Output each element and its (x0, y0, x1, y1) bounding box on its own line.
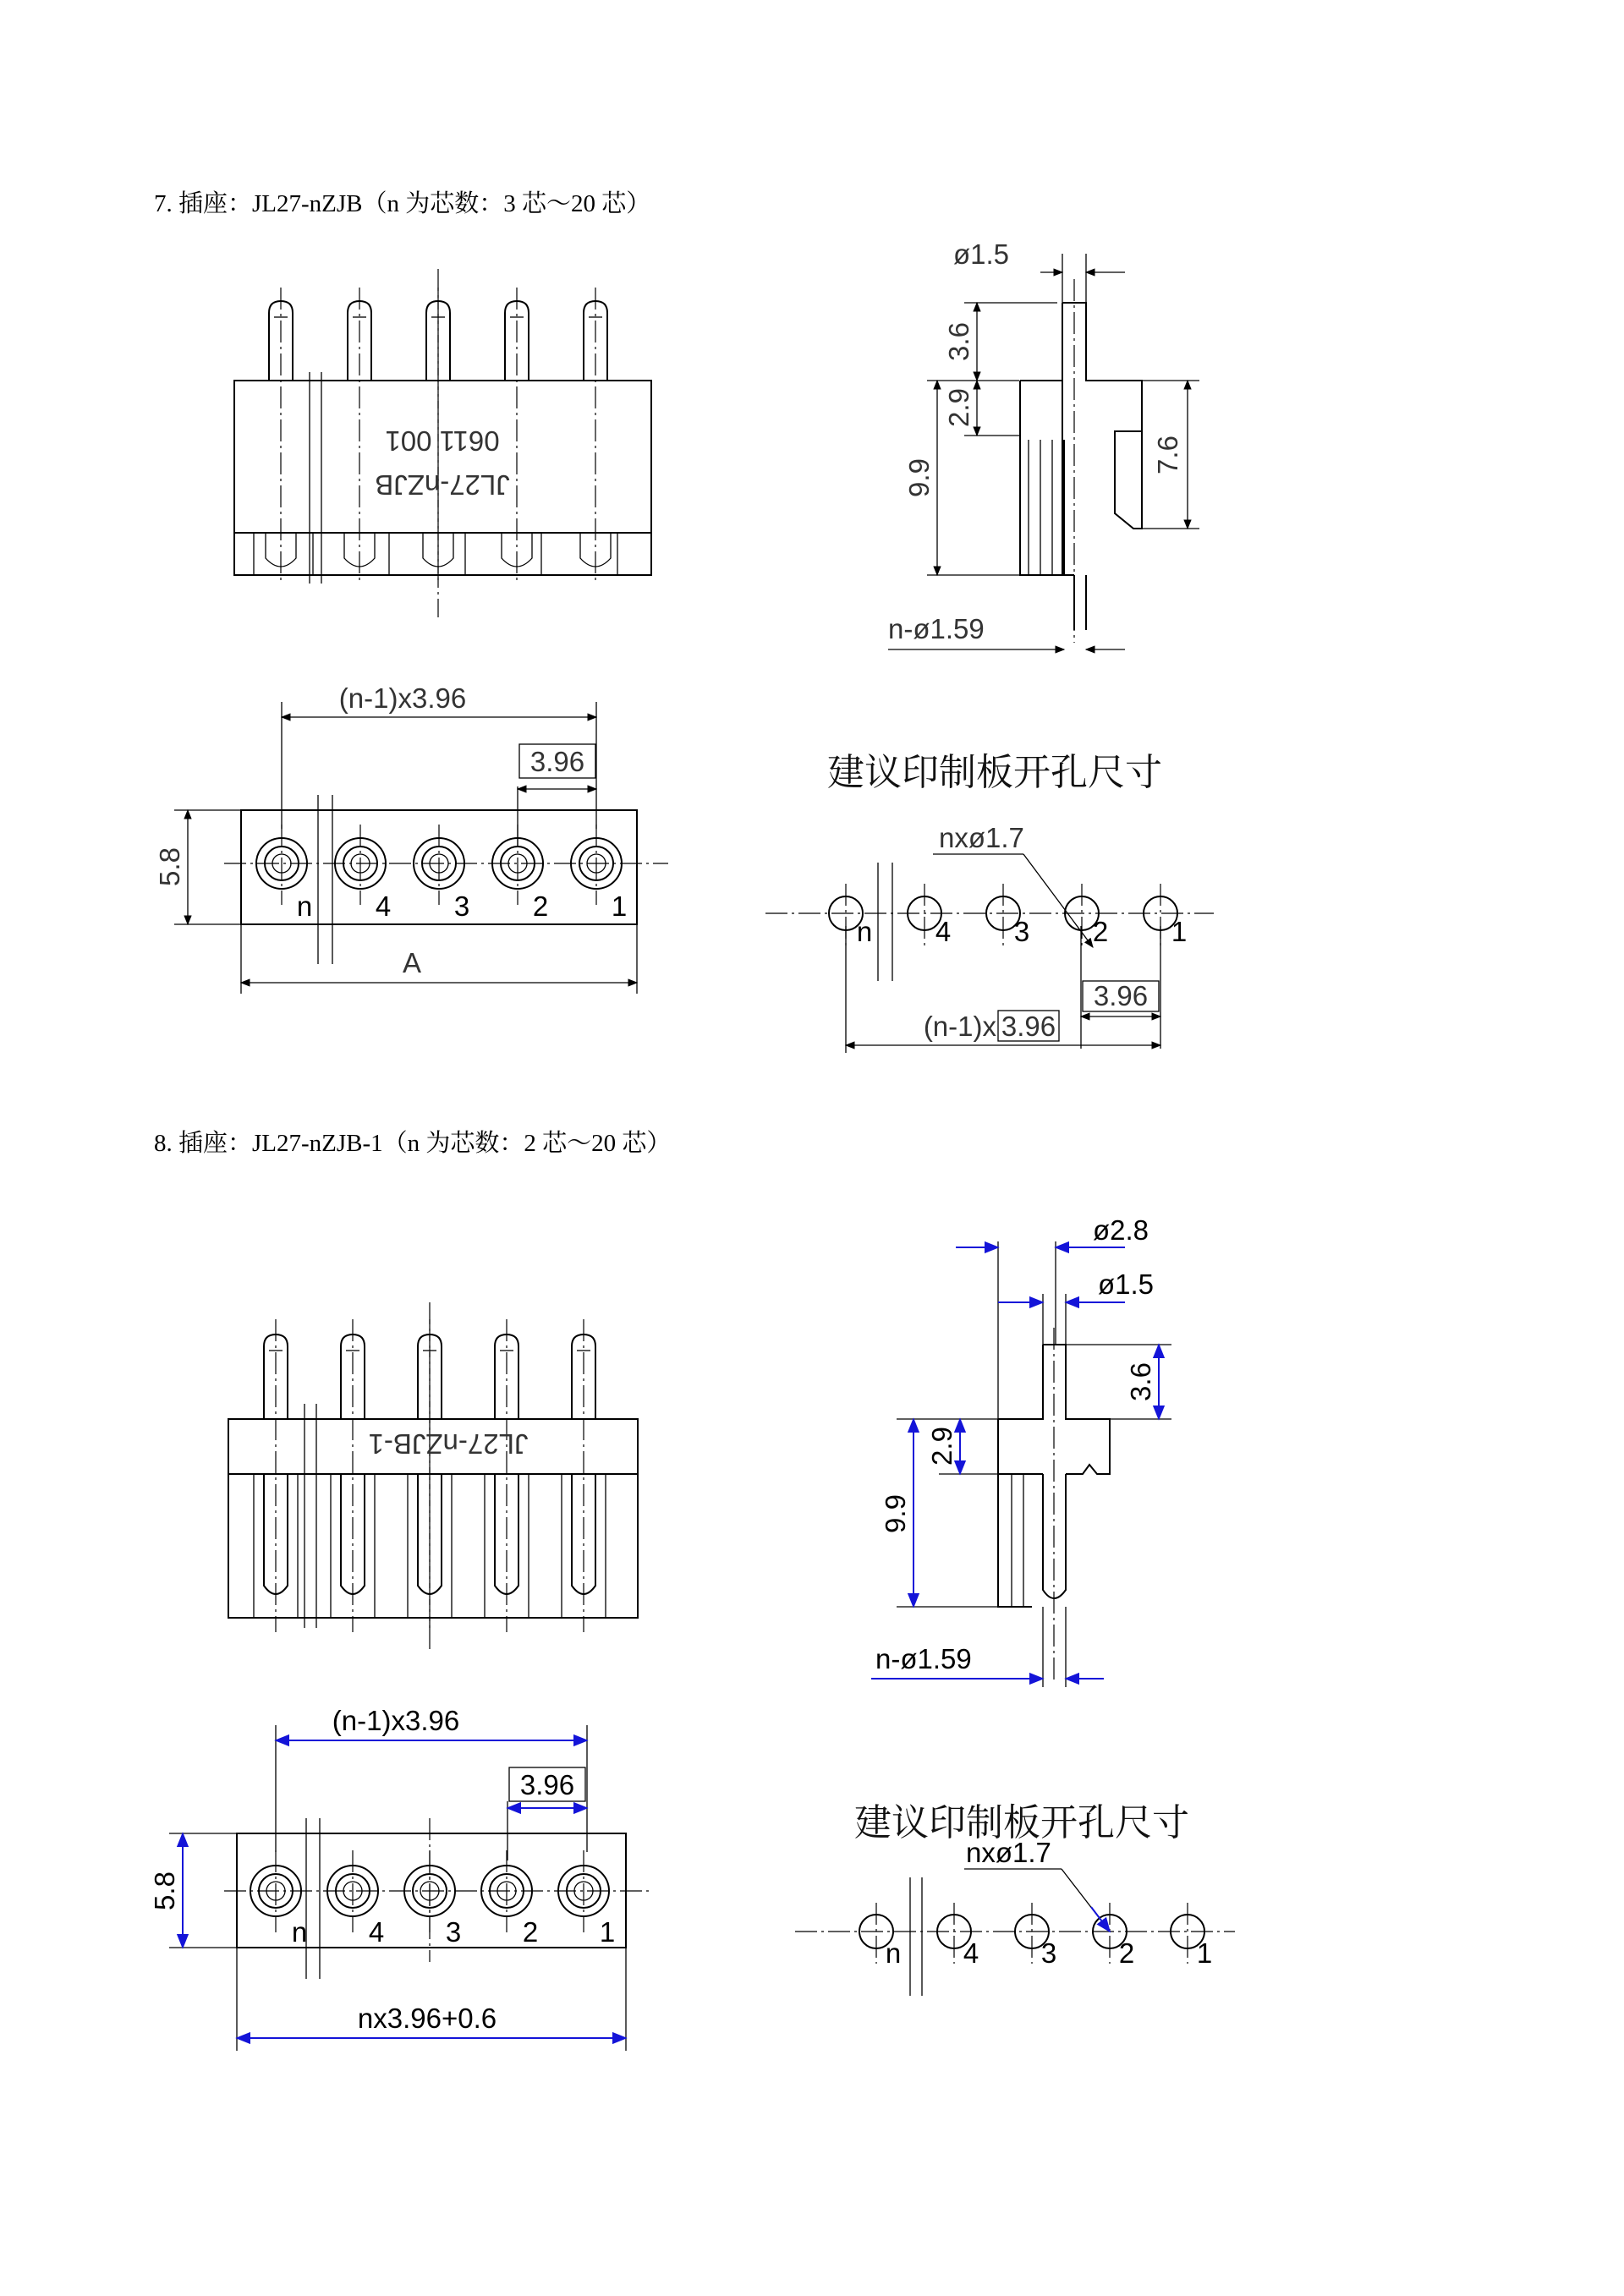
pin-label: 3 (445, 1916, 462, 1948)
section7-heading: 7. 插座：JL27-nZJB（n 为芯数：3 芯～20 芯） (154, 190, 651, 217)
s7-bottom-view (154, 682, 668, 994)
pin-label: 3 (1040, 1937, 1057, 1969)
s8-marking: JL27-nZJB-1 (368, 1428, 529, 1460)
pin-label: 1 (1171, 916, 1188, 947)
s7-marking-line2: JL27-nZJB (375, 469, 510, 501)
s8-dim-pin-dia: ø1.5 (1098, 1269, 1155, 1300)
pin-label: 4 (375, 890, 392, 922)
s7-pcb-dim-span-prefix: (n-1)x (923, 1011, 996, 1042)
s8-dim-flange: 2.9 (926, 1427, 957, 1466)
s7-pcb-layout (765, 751, 1214, 1053)
s7-pcb-dim-pitch: 3.96 (1093, 980, 1149, 1011)
pin-label: n (291, 1916, 308, 1948)
s7-dim-flange: 2.9 (943, 388, 974, 427)
pin-label: 1 (611, 890, 628, 922)
s7-marking-line1: 0611 001 (385, 425, 500, 457)
s8-bottom-view (149, 1705, 651, 2051)
s8-pcb-title: 建议印制板开孔尺寸 (854, 1801, 1189, 1844)
s7-dim-hole: n-ø1.59 (888, 613, 985, 644)
pin-label: 2 (522, 1916, 539, 1948)
pin-label: 2 (532, 890, 549, 922)
s7-dim-length: A (402, 947, 422, 978)
s8-dim-span: (n-1)x3.96 (332, 1705, 460, 1736)
s8-dim-body-dia: ø2.8 (1093, 1214, 1149, 1246)
s8-dim-pin-length: 3.6 (1125, 1362, 1156, 1401)
s7-dim-pitch: 3.96 (529, 746, 585, 777)
pin-label: 4 (935, 916, 952, 947)
pin-label: 3 (453, 890, 470, 922)
s7-dim-pin-length: 3.6 (943, 322, 974, 361)
s8-dim-hole: n-ø1.59 (875, 1643, 972, 1674)
s7-dim-span: (n-1)x3.96 (338, 682, 467, 714)
s8-front-view (228, 1302, 638, 1649)
pin-label: 1 (1196, 1937, 1213, 1969)
pin-label: 4 (368, 1916, 385, 1948)
s7-pcb-title: 建议印制板开孔尺寸 (827, 751, 1162, 794)
s8-dim-width: 5.8 (149, 1871, 180, 1910)
pin-label: 2 (1092, 916, 1109, 947)
section8-heading: 8. 插座：JL27-nZJB-1（n 为芯数：2 芯～20 芯） (154, 1130, 672, 1157)
s8-dim-pitch: 3.96 (519, 1769, 575, 1800)
s7-pcb-dim-hole: nxø1.7 (939, 822, 1024, 853)
pin-label: n (856, 916, 873, 947)
pin-label: 1 (599, 1916, 616, 1948)
pin-label: n (885, 1937, 902, 1969)
s7-dim-height: 9.9 (903, 458, 935, 497)
s7-front-view (234, 269, 651, 617)
s8-pcb-layout (795, 1801, 1235, 1996)
s7-side-view (888, 238, 1199, 649)
s8-pcb-dim-hole: nxø1.7 (966, 1837, 1051, 1868)
s8-dim-height: 9.9 (880, 1494, 911, 1533)
pin-label: 4 (963, 1937, 979, 1969)
pin-label: 3 (1013, 916, 1030, 947)
pin-label: n (296, 890, 313, 922)
s7-dim-pin-dia: ø1.5 (952, 238, 1010, 270)
s7-dim-body: 7.6 (1152, 436, 1183, 474)
s7-dim-width: 5.8 (154, 847, 185, 886)
s8-dim-length: nx3.96+0.6 (357, 2003, 497, 2034)
s7-pcb-dim-span-value: 3.96 (1001, 1011, 1056, 1042)
pin-label: 2 (1118, 1937, 1135, 1969)
s8-side-view (871, 1214, 1171, 1687)
